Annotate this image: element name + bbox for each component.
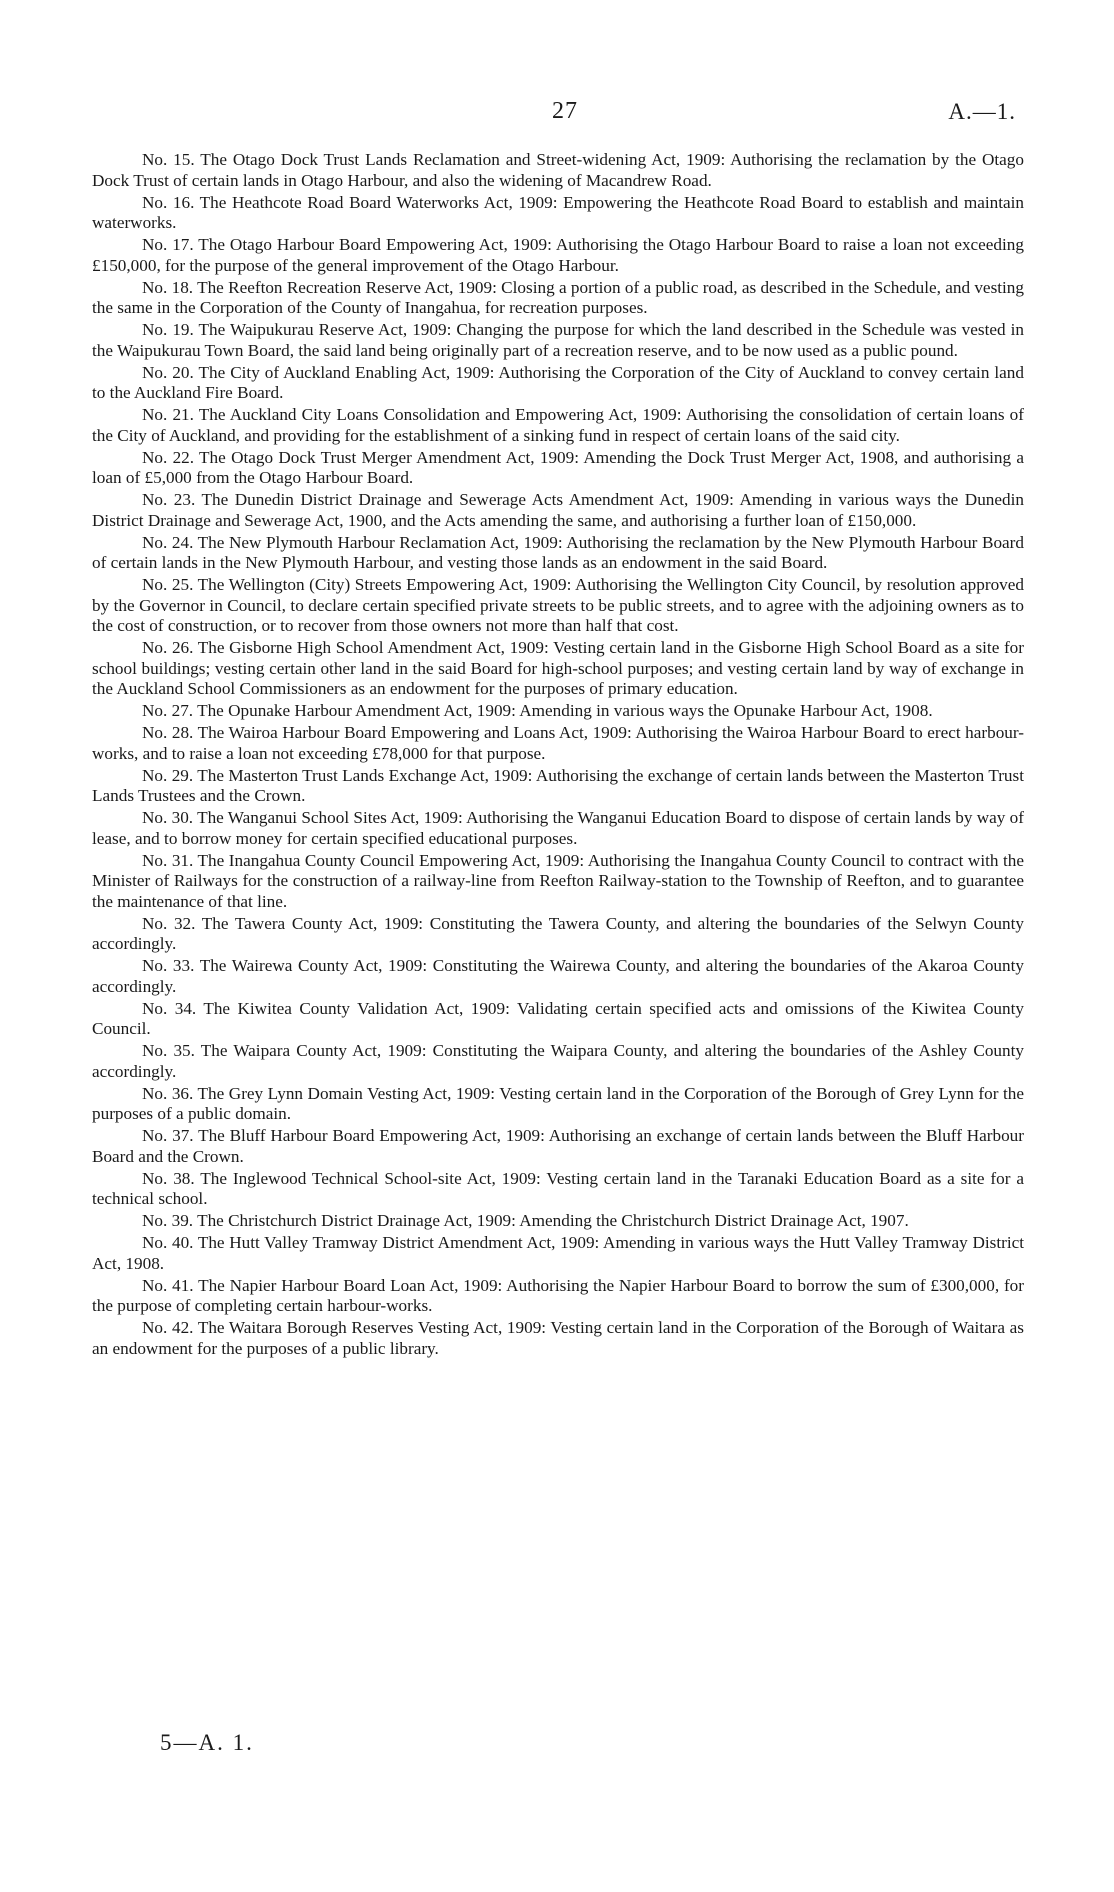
act-paragraph-21: No. 21. The Auckland City Loans Consolidation and Empowering Act, 1909: Authorising the consolidation of certain loans of the City of Auckland, and providing for the establishment of a sinking fund in respect of certain loans of the said city. (92, 405, 1024, 445)
act-paragraph-17: No. 17. The Otago Harbour Board Empowering Act, 1909: Authorising the Otago Harbour Board to raise a loan not exceeding £150,000, for the purpose of the general improvement of the Otago Harbour. (92, 235, 1024, 275)
act-paragraph-42: No. 42. The Waitara Borough Reserves Vesting Act, 1909: Vesting certain land in the Corporation of the Borough of Waitara as an endowment for the purposes of a public library. (92, 1318, 1024, 1358)
act-paragraph-18: No. 18. The Reefton Recreation Reserve Act, 1909: Closing a portion of a public road, as described in the Schedule, and vesting the same in the Corporation of the County of Inangahua, for recreation purposes. (92, 277, 1024, 317)
act-paragraph-36: No. 36. The Grey Lynn Domain Vesting Act, 1909: Vesting certain land in the Corporation of the Borough of Grey Lynn for the purposes of a public domain. (92, 1083, 1024, 1123)
act-paragraph-39: No. 39. The Christchurch District Drainage Act, 1909: Amending the Christchurch District Drainage Act, 1907. (142, 1211, 909, 1230)
act-paragraph-37: No. 37. The Bluff Harbour Board Empowering Act, 1909: Authorising an exchange of certain lands between the Bluff Harbour Board and the Crown. (92, 1126, 1024, 1166)
act-paragraph-31: No. 31. The Inangahua County Council Empowering Act, 1909: Authorising the Inangahua County Council to contract with the Minister of Railways for the construction of a railway-line from Reefton Railway-station to the Township of Reefton, and to guarantee the maintenance of that line. (92, 850, 1024, 911)
act-paragraph-34: No. 34. The Kiwitea County Validation Act, 1909: Validating certain specified acts and omissions of the Kiwitea County Council. (92, 998, 1024, 1038)
act-paragraph-38: No. 38. The Inglewood Technical School-site Act, 1909: Vesting certain land in the Taranaki Education Board as a site for a technical school. (92, 1168, 1024, 1208)
act-paragraph-30: No. 30. The Wanganui School Sites Act, 1909: Authorising the Wanganui Education Board to dispose of certain lands by way of lease, and to borrow money for certain specified educational purposes. (92, 808, 1024, 848)
document-code: A.—1. (948, 99, 1016, 124)
act-paragraph-15: No. 15. The Otago Dock Trust Lands Reclamation and Street-widening Act, 1909: Authorising the reclamation by the Otago Dock Trust of certain lands in Otago Harbour, and also the widening of Macandrew Road. (92, 150, 1024, 190)
act-paragraph-26: No. 26. The Gisborne High School Amendment Act, 1909: Vesting certain land in the Gisborne High School Board as a site for school buildings; vesting certain other land in the said Board for high-school purposes; and vesting certain land by way of exchange in the Auckland School Commissioners as an endowment for the purposes of primary education. (92, 638, 1024, 698)
act-paragraph-29: No. 29. The Masterton Trust Lands Exchange Act, 1909: Authorising the exchange of certain lands between the Masterton Trust Lands Trustees and the Crown. (92, 765, 1024, 805)
act-paragraph-16: No. 16. The Heathcote Road Board Waterworks Act, 1909: Empowering the Heathcote Road Board to establish and maintain waterworks. (92, 192, 1024, 232)
act-paragraph-25: No. 25. The Wellington (City) Streets Empowering Act, 1909: Authorising the Wellington City Council, by resolution approved by the Governor in Council, to declare certain specified private streets to be public streets, and to agree with the adjoining owners as to the cost of construction, or to recover from those owners not more than half that cost. (92, 575, 1024, 635)
act-paragraph-22: No. 22. The Otago Dock Trust Merger Amendment Act, 1909: Amending the Dock Trust Merger Act, 1908, and authorising a loan of £5,000 from the Otago Harbour Board. (92, 447, 1024, 487)
act-paragraph-19: No. 19. The Waipukurau Reserve Act, 1909: Changing the purpose for which the land described in the Schedule was vested in the Waipukurau Town Board, the said land being originally part of a recreation reserve, and to be now used as a public pound. (92, 320, 1024, 360)
printer-signature: 5—A. 1. (160, 1730, 254, 1755)
page-number: 27 (552, 98, 578, 124)
act-paragraph-32: No. 32. The Tawera County Act, 1909: Constituting the Tawera County, and altering the boundaries of the Selwyn County accordingly. (92, 913, 1024, 953)
act-paragraph-40: No. 40. The Hutt Valley Tramway District Amendment Act, 1909: Amending in various ways the Hutt Valley Tramway District Act, 1908. (92, 1233, 1024, 1273)
act-paragraph-28: No. 28. The Wairoa Harbour Board Empowering and Loans Act, 1909: Authorising the Wairoa Harbour Board to erect harbour-works, and to raise a loan not exceeding £78,000 for that purpose. (92, 723, 1024, 763)
act-paragraph-20: No. 20. The City of Auckland Enabling Act, 1909: Authorising the Corporation of the City of Auckland to convey certain land to the Auckland Fire Board. (92, 362, 1024, 402)
act-paragraph-24: No. 24. The New Plymouth Harbour Reclamation Act, 1909: Authorising the reclamation by the New Plymouth Harbour Board of certain lands in the New Plymouth Harbour, and vesting those lands as an endowment in the said Board. (92, 532, 1024, 572)
act-paragraph-35: No. 35. The Waipara County Act, 1909: Constituting the Waipara County, and altering the boundaries of the Ashley County accordingly. (92, 1041, 1024, 1081)
act-list (92, 150, 1024, 1361)
act-paragraph-23: No. 23. The Dunedin District Drainage and Sewerage Acts Amendment Act, 1909: Amending in various ways the Dunedin District Drainage and Sewerage Act, 1900, and the Acts amending the same, and authorising a further loan of £150,000. (92, 490, 1024, 530)
act-paragraph-27: No. 27. The Opunake Harbour Amendment Act, 1909: Amending in various ways the Opunake Harbour Act, 1908. (142, 701, 933, 720)
act-paragraph-41: No. 41. The Napier Harbour Board Loan Act, 1909: Authorising the Napier Harbour Board to borrow the sum of £300,000, for the purpose of completing certain harbour-works. (92, 1275, 1024, 1315)
act-paragraph-33: No. 33. The Wairewa County Act, 1909: Constituting the Wairewa County, and altering the boundaries of the Akaroa County accordingly. (92, 956, 1024, 996)
